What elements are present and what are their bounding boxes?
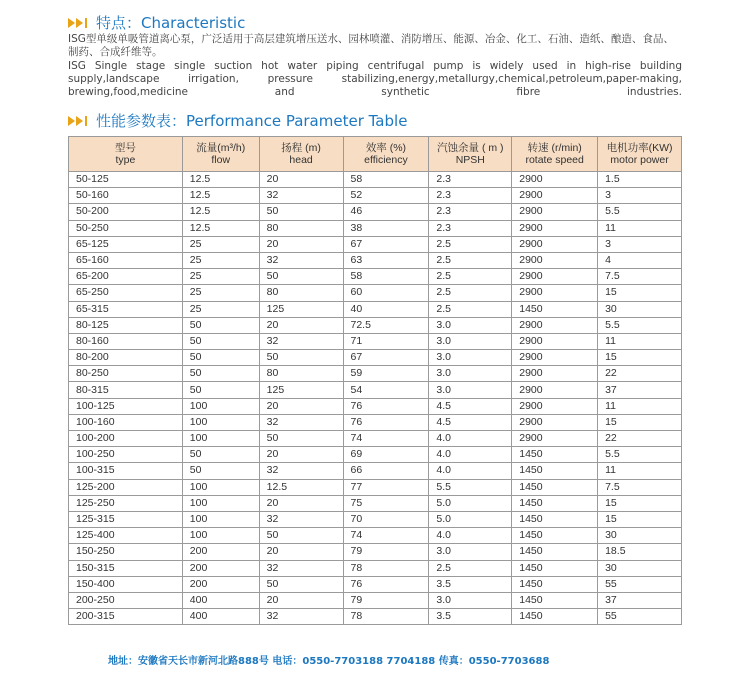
- table-cell: 2900: [512, 333, 598, 349]
- table-cell: 100-200: [69, 431, 183, 447]
- table-cell: 12.5: [182, 220, 259, 236]
- table-cell: 50: [182, 463, 259, 479]
- table-cell: 50: [259, 204, 343, 220]
- performance-table: [68, 136, 682, 625]
- table-cell: 46: [343, 204, 429, 220]
- table-cell: 2900: [512, 269, 598, 285]
- table-cell: 7.5: [598, 269, 682, 285]
- table-row: [69, 285, 682, 301]
- header-npsh: 汽蚀余量 ( m ) NPSH: [429, 137, 512, 172]
- table-cell: 3: [598, 188, 682, 204]
- table-cell: 125-250: [69, 495, 183, 511]
- table-cell: 25: [182, 252, 259, 268]
- table-row: [69, 398, 682, 414]
- table-cell: 30: [598, 301, 682, 317]
- table-cell: 74: [343, 431, 429, 447]
- table-cell: 32: [259, 252, 343, 268]
- table-cell: 20: [259, 447, 343, 463]
- table-row: [69, 220, 682, 236]
- table-cell: 37: [598, 592, 682, 608]
- performance-title: 性能参数表：Performance Parameter Table: [96, 112, 408, 130]
- table-cell: 3: [598, 236, 682, 252]
- table-cell: 54: [343, 382, 429, 398]
- table-cell: 50: [182, 333, 259, 349]
- header-head: 扬程 (m) head: [259, 137, 343, 172]
- table-cell: 69: [343, 447, 429, 463]
- table-cell: 2900: [512, 398, 598, 414]
- table-cell: 15: [598, 414, 682, 430]
- table-cell: 2900: [512, 366, 598, 382]
- table-cell: 30: [598, 560, 682, 576]
- table-row: [69, 382, 682, 398]
- table-cell: 20: [259, 172, 343, 188]
- table-cell: 50: [182, 447, 259, 463]
- table-cell: 1450: [512, 528, 598, 544]
- table-cell: 2900: [512, 317, 598, 333]
- table-cell: 32: [259, 609, 343, 625]
- table-cell: 80-315: [69, 382, 183, 398]
- table-row: [69, 252, 682, 268]
- table-cell: 74: [343, 528, 429, 544]
- table-row: [69, 544, 682, 560]
- table-cell: 80-125: [69, 317, 183, 333]
- table-cell: 100: [182, 528, 259, 544]
- table-row: [69, 366, 682, 382]
- table-row: [69, 609, 682, 625]
- table-cell: 1450: [512, 447, 598, 463]
- table-cell: 100: [182, 495, 259, 511]
- table-cell: 200: [182, 544, 259, 560]
- table-cell: 32: [259, 511, 343, 527]
- table-cell: 22: [598, 431, 682, 447]
- table-cell: 78: [343, 609, 429, 625]
- table-cell: 50: [259, 269, 343, 285]
- table-cell: 80-200: [69, 350, 183, 366]
- table-cell: 12.5: [182, 204, 259, 220]
- table-cell: 78: [343, 560, 429, 576]
- header-motor-power: 电机功率(KW) motor power: [598, 137, 682, 172]
- table-cell: 1450: [512, 479, 598, 495]
- table-cell: 5.5: [598, 317, 682, 333]
- table-row: [69, 301, 682, 317]
- table-cell: 3.0: [429, 592, 512, 608]
- table-cell: 125: [259, 382, 343, 398]
- table-cell: 1450: [512, 463, 598, 479]
- table-cell: 79: [343, 592, 429, 608]
- table-cell: 1450: [512, 544, 598, 560]
- table-cell: 59: [343, 366, 429, 382]
- table-cell: 71: [343, 333, 429, 349]
- table-cell: 3.0: [429, 382, 512, 398]
- table-row: [69, 350, 682, 366]
- table-cell: 2900: [512, 172, 598, 188]
- table-cell: 2.5: [429, 269, 512, 285]
- table-row: [69, 528, 682, 544]
- table-cell: 5.5: [429, 479, 512, 495]
- table-row: [69, 511, 682, 527]
- table-cell: 400: [182, 609, 259, 625]
- table-cell: 65-200: [69, 269, 183, 285]
- table-cell: 50: [259, 350, 343, 366]
- table-cell: 37: [598, 382, 682, 398]
- table-cell: 32: [259, 414, 343, 430]
- table-cell: 2900: [512, 431, 598, 447]
- double-arrow-icon: [68, 18, 88, 28]
- table-cell: 2900: [512, 204, 598, 220]
- characteristic-heading: [68, 12, 245, 33]
- table-cell: 11: [598, 220, 682, 236]
- header-rotate-speed: 转速 (r/min) rotate speed: [512, 137, 598, 172]
- table-cell: 50-160: [69, 188, 183, 204]
- table-cell: 55: [598, 609, 682, 625]
- table-cell: 30: [598, 528, 682, 544]
- contact-footer: 地址：安徽省天长市新河北路888号 电话：0550-7703188 7704188 传真：0550-7703688: [108, 656, 550, 667]
- table-cell: 50-125: [69, 172, 183, 188]
- table-cell: 100-160: [69, 414, 183, 430]
- table-cell: 11: [598, 463, 682, 479]
- characteristic-text-en: ISG Single stage single suction hot water piping centrifugal pump is widely used in high-rise building supply,landscape irrigation, pressure stabilizing,energy,metallurgy,chemical,petroleum,paper-making, brewing,food,medicine and synthetic fibre industries.: [68, 60, 682, 98]
- table-cell: 2.5: [429, 252, 512, 268]
- table-cell: 65-315: [69, 301, 183, 317]
- table-cell: 80: [259, 285, 343, 301]
- table-cell: 100-125: [69, 398, 183, 414]
- table-cell: 400: [182, 592, 259, 608]
- table-row: [69, 463, 682, 479]
- table-cell: 76: [343, 414, 429, 430]
- table-cell: 2900: [512, 382, 598, 398]
- table-cell: 15: [598, 350, 682, 366]
- table-cell: 76: [343, 398, 429, 414]
- table-row: [69, 479, 682, 495]
- table-cell: 18.5: [598, 544, 682, 560]
- table-cell: 100-250: [69, 447, 183, 463]
- table-cell: 3.0: [429, 333, 512, 349]
- table-cell: 12.5: [259, 479, 343, 495]
- table-cell: 20: [259, 592, 343, 608]
- table-cell: 5.0: [429, 511, 512, 527]
- table-cell: 72.5: [343, 317, 429, 333]
- table-cell: 200: [182, 560, 259, 576]
- table-cell: 60: [343, 285, 429, 301]
- table-cell: 50: [259, 528, 343, 544]
- table-cell: 1450: [512, 301, 598, 317]
- table-cell: 1450: [512, 609, 598, 625]
- characteristic-title: 特点：Characteristic: [96, 14, 246, 32]
- table-cell: 25: [182, 301, 259, 317]
- table-cell: 200-315: [69, 609, 183, 625]
- table-cell: 4: [598, 252, 682, 268]
- table-cell: 1450: [512, 592, 598, 608]
- table-cell: 80-250: [69, 366, 183, 382]
- table-cell: 2.5: [429, 560, 512, 576]
- table-cell: 12.5: [182, 188, 259, 204]
- table-row: [69, 204, 682, 220]
- table-cell: 50-250: [69, 220, 183, 236]
- table-cell: 58: [343, 172, 429, 188]
- table-cell: 77: [343, 479, 429, 495]
- table-cell: 55: [598, 576, 682, 592]
- table-row: [69, 576, 682, 592]
- table-row: [69, 431, 682, 447]
- table-cell: 2900: [512, 285, 598, 301]
- performance-heading: [68, 110, 407, 131]
- table-cell: 100: [182, 479, 259, 495]
- table-cell: 3.5: [429, 576, 512, 592]
- table-row: [69, 269, 682, 285]
- header-flow: 流量(m³/h) flow: [182, 137, 259, 172]
- table-cell: 125-315: [69, 511, 183, 527]
- table-cell: 150-315: [69, 560, 183, 576]
- table-cell: 65-125: [69, 236, 183, 252]
- table-cell: 125: [259, 301, 343, 317]
- table-cell: 2.3: [429, 172, 512, 188]
- table-cell: 80-160: [69, 333, 183, 349]
- table-cell: 100: [182, 431, 259, 447]
- table-cell: 65-160: [69, 252, 183, 268]
- header-efficiency: 效率 (%) efficiency: [343, 137, 429, 172]
- table-cell: 2900: [512, 188, 598, 204]
- table-cell: 1450: [512, 495, 598, 511]
- table-cell: 11: [598, 398, 682, 414]
- table-cell: 75: [343, 495, 429, 511]
- table-cell: 25: [182, 269, 259, 285]
- double-arrow-icon: [68, 116, 88, 126]
- table-row: [69, 495, 682, 511]
- table-cell: 20: [259, 317, 343, 333]
- table-cell: 50-200: [69, 204, 183, 220]
- table-cell: 100: [182, 414, 259, 430]
- table-cell: 200-250: [69, 592, 183, 608]
- table-cell: 4.5: [429, 414, 512, 430]
- table-cell: 125-400: [69, 528, 183, 544]
- table-cell: 2.3: [429, 220, 512, 236]
- table-cell: 76: [343, 576, 429, 592]
- table-cell: 2900: [512, 252, 598, 268]
- table-cell: 50: [182, 382, 259, 398]
- table-cell: 80: [259, 220, 343, 236]
- table-row: [69, 333, 682, 349]
- table-cell: 11: [598, 333, 682, 349]
- table-row: [69, 592, 682, 608]
- table-cell: 1450: [512, 511, 598, 527]
- table-row: [69, 560, 682, 576]
- table-cell: 32: [259, 463, 343, 479]
- table-row: [69, 188, 682, 204]
- table-cell: 15: [598, 495, 682, 511]
- table-cell: 150-250: [69, 544, 183, 560]
- table-cell: 15: [598, 511, 682, 527]
- table-cell: 2900: [512, 414, 598, 430]
- table-cell: 2.5: [429, 236, 512, 252]
- table-cell: 58: [343, 269, 429, 285]
- table-cell: 4.0: [429, 431, 512, 447]
- table-cell: 100: [182, 398, 259, 414]
- table-cell: 2.3: [429, 188, 512, 204]
- table-cell: 5.5: [598, 447, 682, 463]
- table-cell: 20: [259, 236, 343, 252]
- table-cell: 32: [259, 333, 343, 349]
- table-cell: 50: [182, 366, 259, 382]
- table-cell: 200: [182, 576, 259, 592]
- table-cell: 2.5: [429, 301, 512, 317]
- table-cell: 2900: [512, 350, 598, 366]
- table-cell: 2900: [512, 220, 598, 236]
- table-cell: 25: [182, 285, 259, 301]
- table-cell: 63: [343, 252, 429, 268]
- table-header-row: [69, 137, 682, 172]
- table-cell: 4.0: [429, 447, 512, 463]
- table-cell: 4.5: [429, 398, 512, 414]
- characteristic-text-zh: ISG型单级单吸管道离心泵，广泛适用于高层建筑增压送水、园林喷灌、消防增压、能源、冶金、化工、石油、造纸、酿造、食品、制药、合成纤维等。: [68, 33, 674, 58]
- table-cell: 100-315: [69, 463, 183, 479]
- table-cell: 1450: [512, 560, 598, 576]
- table-cell: 15: [598, 285, 682, 301]
- table-cell: 70: [343, 511, 429, 527]
- table-cell: 80: [259, 366, 343, 382]
- table-cell: 38: [343, 220, 429, 236]
- table-cell: 50: [259, 431, 343, 447]
- table-cell: 79: [343, 544, 429, 560]
- table-cell: 20: [259, 398, 343, 414]
- table-cell: 12.5: [182, 172, 259, 188]
- table-cell: 20: [259, 495, 343, 511]
- table-cell: 22: [598, 366, 682, 382]
- table-row: [69, 447, 682, 463]
- table-cell: 150-400: [69, 576, 183, 592]
- table-cell: 3.0: [429, 317, 512, 333]
- table-row: [69, 317, 682, 333]
- table-cell: 3.0: [429, 544, 512, 560]
- table-cell: 65-250: [69, 285, 183, 301]
- table-cell: 7.5: [598, 479, 682, 495]
- table-cell: 125-200: [69, 479, 183, 495]
- table-cell: 2.5: [429, 285, 512, 301]
- header-type: 型号 type: [69, 137, 183, 172]
- table-cell: 1450: [512, 576, 598, 592]
- table-row: [69, 236, 682, 252]
- table-cell: 50: [259, 576, 343, 592]
- table-row: [69, 172, 682, 188]
- table-cell: 66: [343, 463, 429, 479]
- table-cell: 67: [343, 350, 429, 366]
- table-cell: 5.5: [598, 204, 682, 220]
- table-row: [69, 414, 682, 430]
- table-cell: 4.0: [429, 463, 512, 479]
- table-cell: 40: [343, 301, 429, 317]
- table-cell: 3.0: [429, 350, 512, 366]
- table-cell: 67: [343, 236, 429, 252]
- table-cell: 2.3: [429, 204, 512, 220]
- table-cell: 4.0: [429, 528, 512, 544]
- table-cell: 52: [343, 188, 429, 204]
- table-cell: 3.5: [429, 609, 512, 625]
- table-cell: 1.5: [598, 172, 682, 188]
- table-cell: 32: [259, 188, 343, 204]
- table-cell: 20: [259, 544, 343, 560]
- table-cell: 2900: [512, 236, 598, 252]
- table-cell: 100: [182, 511, 259, 527]
- table-cell: 50: [182, 350, 259, 366]
- table-cell: 3.0: [429, 366, 512, 382]
- table-cell: 32: [259, 560, 343, 576]
- table-cell: 50: [182, 317, 259, 333]
- table-cell: 5.0: [429, 495, 512, 511]
- table-cell: 25: [182, 236, 259, 252]
